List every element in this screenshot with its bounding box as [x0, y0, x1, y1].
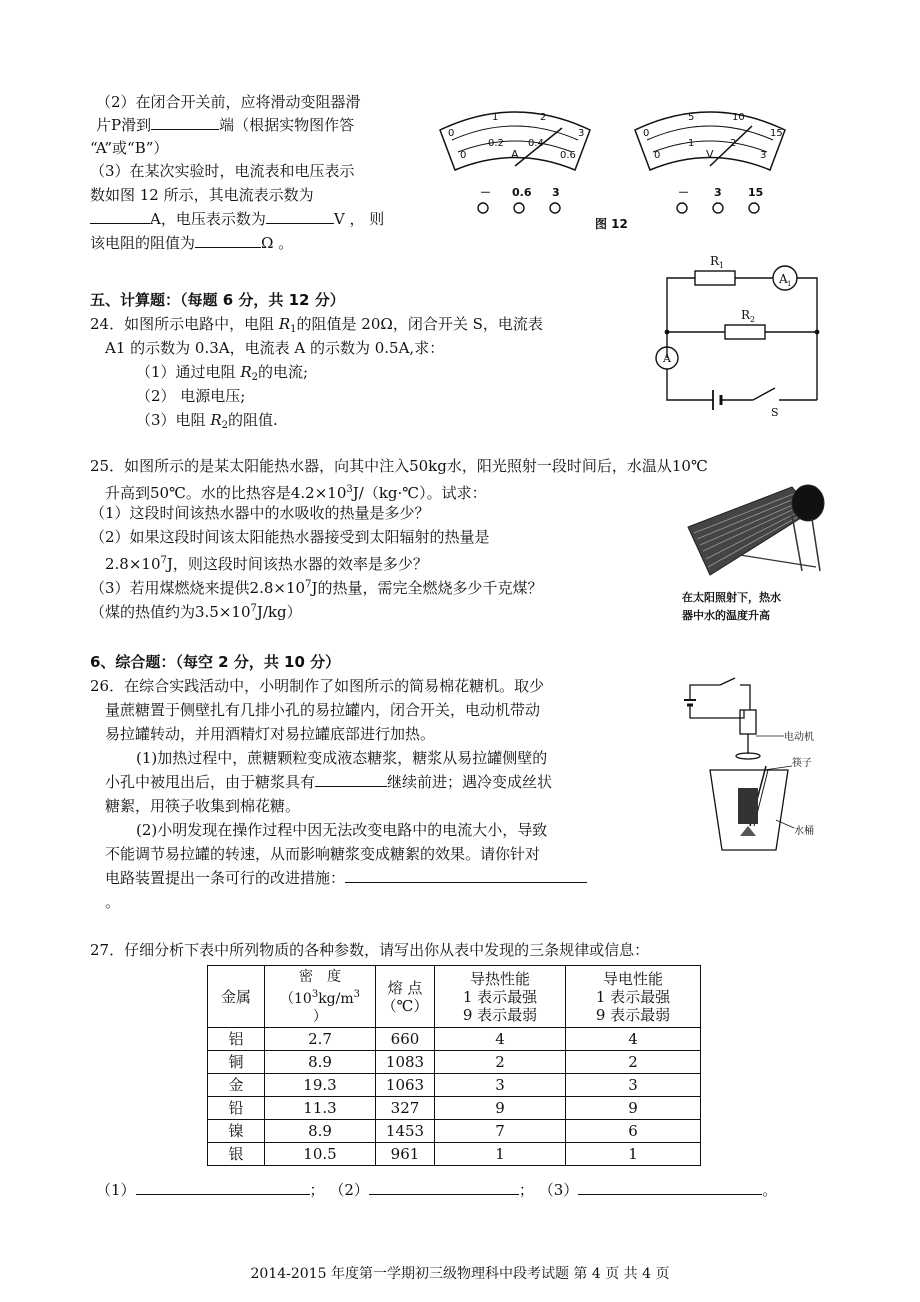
cell-heat: 4: [435, 1028, 566, 1051]
a1-label: A: [779, 272, 788, 286]
r1-label-sub: 1: [719, 261, 725, 270]
header-density: 密 度 （$10^3kg/m^3$ ）: [265, 966, 376, 1028]
solar-caption: 在太阳照射下，热水 器中水的温度升高: [682, 591, 781, 622]
cell-elec: 2: [566, 1051, 701, 1074]
table-row: [208, 1074, 701, 1097]
voltmeter-inner-2: 2: [730, 138, 737, 149]
cotton-candy-machine-illustration: [680, 670, 830, 870]
ammeter-inner-3: 0.6: [560, 150, 576, 161]
q24-part2: （2） 电源电压;: [136, 387, 246, 405]
cell-heat: 7: [435, 1120, 566, 1143]
q25-coal-value: （煤的热值约为$3.5\times 10^7J/kg$）: [90, 603, 302, 621]
ammeter: [440, 112, 590, 170]
a-label: A: [663, 352, 671, 365]
resistor-r1: [695, 271, 735, 285]
cell-elec: 3: [566, 1074, 701, 1097]
ammeter-inner-1: 0.2: [488, 138, 504, 149]
q24-circuit-diagram: [655, 250, 830, 420]
cell-metal: 铅: [208, 1097, 265, 1120]
answer-blank-rule-3[interactable]: [578, 1180, 762, 1195]
q26-part1-cont: 小孔中被甩出后，由于糖浆具有 继续前进；遇冷变成丝状: [105, 773, 553, 791]
q23-line4: （3）在某次实验时，电流表和电压表示: [90, 162, 355, 180]
ammeter-inner-0: 0: [460, 150, 467, 161]
cell-heat: 2: [435, 1051, 566, 1074]
can-icon: [738, 788, 758, 824]
cell-heat: 3: [435, 1074, 566, 1097]
answer-blank-slider-end[interactable]: [151, 115, 219, 130]
metal-properties-table: [207, 965, 701, 1166]
header-melting-point: 熔 点 （℃）: [376, 966, 435, 1028]
q23-line3: “A”或“B”）: [90, 139, 169, 157]
cell-density: 11.3: [265, 1097, 376, 1120]
voltmeter-terminal-15: 15: [748, 186, 764, 199]
q25-part3: （3）若用煤燃烧来提供$2.8\times 10^7J$的热量，需完全燃烧多少千克煤？: [90, 579, 543, 597]
cell-metal: 铜: [208, 1051, 265, 1074]
ammeter-terminal-3: 3: [552, 186, 560, 199]
q26-part2-cont: 不能调节易拉罐的转速，从而影响糖浆变成糖絮的效果。请你针对: [105, 845, 541, 863]
ammeter-unit: A: [511, 148, 519, 161]
cell-density: 2.7: [265, 1028, 376, 1051]
voltmeter-binding-post: [713, 203, 723, 213]
q25-part1: （1）这段时间该热水器中的水吸收的热量是多少？: [90, 504, 430, 522]
cell-melting: 1063: [376, 1074, 435, 1097]
q26-line2: 量蔗糖置于侧壁扎有几排小孔的易拉罐内，闭合开关，电动机带动: [105, 701, 541, 719]
ammeter-inner-2: 0.4: [528, 138, 544, 149]
voltmeter-outer-10: 10: [732, 112, 745, 123]
cell-elec: 9: [566, 1097, 701, 1120]
q26-part2-prompt: 电路装置提出一条可行的改进措施：: [105, 868, 587, 888]
table-row: [208, 1143, 701, 1166]
q26-line3: 易拉罐转动，并用酒精灯对易拉罐底部进行加热。: [105, 725, 436, 743]
motor-icon: [740, 710, 756, 734]
r2-label: R: [741, 308, 751, 322]
section-6-title: 6、综合题：（每空 2 分，共 10 分）: [90, 653, 341, 671]
cell-melting: 1453: [376, 1120, 435, 1143]
cell-elec: 4: [566, 1028, 701, 1051]
r2-label-sub: 2: [750, 315, 756, 324]
answer-blank-resistance[interactable]: [195, 233, 261, 248]
chopsticks-label: 筷子: [792, 758, 812, 769]
q24-part1: （1）通过电阻 $R_2$的电流;: [136, 363, 309, 383]
cell-melting: 327: [376, 1097, 435, 1120]
q27-answers: （1） ； （2） ； （3） 。: [96, 1181, 778, 1199]
voltmeter-unit: V: [706, 148, 714, 161]
header-metal: 金属: [208, 966, 265, 1028]
voltmeter-inner-3: 3: [760, 150, 767, 161]
voltmeter-outer-0: 0: [643, 128, 650, 139]
answer-blank-improvement[interactable]: [345, 868, 587, 883]
answer-blank-inertia[interactable]: [315, 772, 387, 787]
q26-period: 。: [105, 893, 121, 911]
header-electrical-conductivity: 导电性能 1 表示最强 9 表示最弱: [566, 966, 701, 1028]
ammeter-binding-post: [514, 203, 524, 213]
figure-12-meters: [430, 100, 800, 235]
q25-line2: 升高到50℃。水的比热容是$4.2\times 10^3J/(kg\cdot℃)$。试求：: [105, 484, 487, 502]
cell-elec: 1: [566, 1143, 701, 1166]
header-thermal-conductivity: 导热性能 1 表示最强 9 表示最弱: [435, 966, 566, 1028]
voltmeter: [635, 112, 785, 170]
bucket-label: 水桶: [794, 826, 814, 837]
a1-label-sub: 1: [787, 280, 792, 288]
cell-metal: 金: [208, 1074, 265, 1097]
switch-icon: [720, 678, 735, 685]
q23-line6: A，电压表示数为 V ， 则: [90, 209, 384, 229]
cell-density: 10.5: [265, 1143, 376, 1166]
q26-part2: (2)小明发现在操作过程中因无法改变电路中的电流大小，导致: [136, 821, 548, 839]
q25-part2: （2）如果这段时间该太阳能热水器接受到太阳辐射的热量是: [90, 528, 490, 546]
cell-melting: 660: [376, 1028, 435, 1051]
q23-line7: 该电阻的阻值为 Ω 。: [90, 234, 294, 252]
table-row: [208, 1028, 701, 1051]
table-row: [208, 1051, 701, 1074]
answer-blank-rule-2[interactable]: [369, 1180, 519, 1195]
switch-label: S: [771, 406, 779, 419]
cell-metal: 镍: [208, 1120, 265, 1143]
q24-part3: （3）电阻 $R_2$的阻值.: [136, 411, 278, 431]
q26-part1-end: 糖絮，用筷子收集到棉花糖。: [105, 797, 301, 815]
cell-density: 19.3: [265, 1074, 376, 1097]
voltmeter-binding-post: [749, 203, 759, 213]
cell-elec: 6: [566, 1120, 701, 1143]
cell-melting: 961: [376, 1143, 435, 1166]
cell-heat: 1: [435, 1143, 566, 1166]
q27-intro: 27．仔细分析下表中所列物质的各种参数，请写出你从表中发现的三条规律或信息：: [90, 941, 650, 959]
voltmeter-terminal-3: 3: [714, 186, 722, 199]
cell-metal: 铝: [208, 1028, 265, 1051]
table-row: [208, 1120, 701, 1143]
ammeter-outer-2: 2: [540, 112, 547, 123]
cell-density: 8.9: [265, 1051, 376, 1074]
cell-density: 8.9: [265, 1120, 376, 1143]
ammeter-outer-1: 1: [492, 112, 499, 123]
q25-line1: 25．如图所示的是某太阳能热水器，向其中注入50kg水，阳光照射一段时间后，水温从10℃: [90, 457, 708, 475]
cell-melting: 1083: [376, 1051, 435, 1074]
table-row: [208, 1097, 701, 1120]
solar-water-heater-illustration: [680, 475, 830, 585]
ammeter-binding-post: [550, 203, 560, 213]
cell-heat: 9: [435, 1097, 566, 1120]
cell-metal: 银: [208, 1143, 265, 1166]
q26-part1: (1)加热过程中，蔗糖颗粒变成液态糖浆，糖浆从易拉罐侧壁的: [136, 749, 548, 767]
answer-blank-current[interactable]: [90, 209, 150, 224]
q23-line5: 数如图 12 所示，其电流表示数为: [90, 186, 314, 204]
ammeter-terminal-neg: －: [480, 186, 491, 199]
ammeter-binding-post: [478, 203, 488, 213]
voltmeter-inner-0: 0: [654, 150, 661, 161]
q23-line2: 片P滑到 端（根据实物图作答: [96, 116, 355, 134]
resistor-r2: [725, 325, 765, 339]
q23-line1: （2）在闭合开关前，应将滑动变阻器滑: [96, 93, 361, 111]
r1-label: R: [710, 254, 720, 268]
answer-blank-rule-1[interactable]: [136, 1180, 310, 1195]
section-5-title: 五、计算题：（每题 6 分，共 12 分）: [90, 291, 345, 309]
voltmeter-outer-15: 15: [770, 128, 783, 139]
answer-blank-voltage[interactable]: [266, 209, 334, 224]
table-header-row: [208, 966, 701, 1028]
ammeter-outer-3: 3: [578, 128, 585, 139]
figure-12-caption: 图 12: [595, 217, 628, 231]
q25-part2-cont: $2.8\times 10^7J$，则这段时间该热水器的效率是多少？: [105, 555, 428, 573]
voltmeter-inner-1: 1: [688, 138, 695, 149]
q26-line1: 26．在综合实践活动中，小明制作了如图所示的简易棉花糖机。取少: [90, 677, 545, 695]
ammeter-outer-0: 0: [448, 128, 455, 139]
q24-line2: A1 的示数为 0.3A，电流表 A 的示数为 0.5A,求：: [105, 339, 445, 357]
page-footer: 2014-2015 年度第一学期初三级物理科中段考试题 第 4 页 共 4 页: [250, 1266, 670, 1282]
voltmeter-binding-post: [677, 203, 687, 213]
voltmeter-outer-5: 5: [688, 112, 695, 123]
voltmeter-terminal-neg: －: [678, 186, 689, 199]
switch-s: [753, 388, 775, 400]
q24-line1: 24．如图所示电路中，电阻 $R_1$的阻值是 20Ω，闭合开关 S，电流表: [90, 315, 543, 335]
motor-label: 电动机: [784, 732, 814, 743]
ammeter-terminal-06: 0.6: [512, 186, 532, 199]
